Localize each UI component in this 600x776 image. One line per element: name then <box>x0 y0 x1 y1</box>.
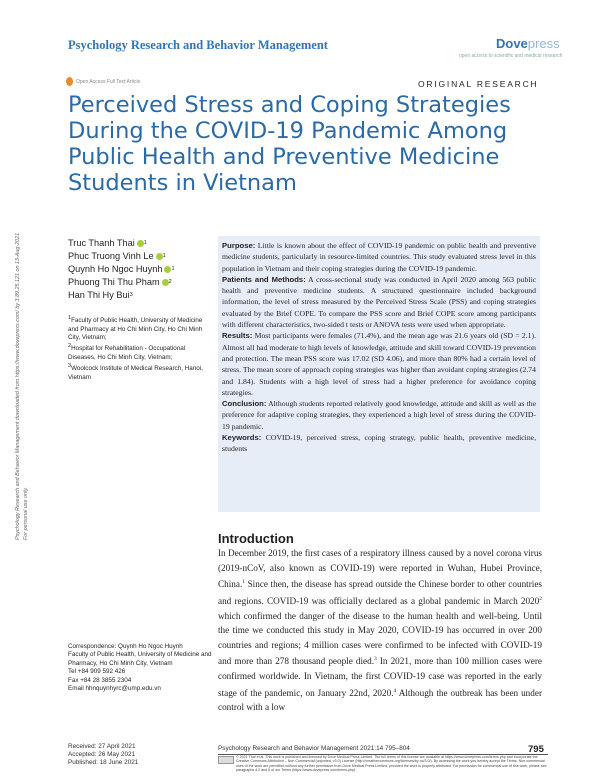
intro-text: In December 2019, the first cases of a respiratory illness caused by a novel corona virus (2019-nCoV, also known as COVID-19) were reported in Wuhan, Hubei Province, China. <box>218 548 542 590</box>
reference-link[interactable]: 1 <box>242 579 245 586</box>
affiliation-text: Faculty of Public Health, University of Medicine and Pharmacy at Ho Chi Minh City, Ho Chi Minh City, Vietnam; <box>68 317 203 341</box>
correspondence-name: Correspondence: Quynh Ho Ngoc Huynh <box>68 643 183 650</box>
affiliation <box>68 314 214 342</box>
introduction-body <box>218 546 542 715</box>
author-affil-sup: 1 <box>143 240 147 246</box>
affiliation-text: Hospital for Rehabilitation - Occupational Diseases, Ho Chi Minh City, Vietnam; <box>68 345 186 361</box>
correspondence-email[interactable]: Email hhnquynhyrc@ump.edu.vn <box>68 685 161 693</box>
date-published: Published: 18 June 2021 <box>68 759 139 767</box>
article-title: Perceived Stress and Coping Strategies During the COVID-19 Pandemic Among Public Health and Preventive Medicine Students in Vietnam <box>68 92 511 196</box>
abstract-keywords-text: COVID-19, perceived stress, coping strategy, public health, preventive medicine, students <box>222 433 536 454</box>
orcid-icon[interactable] <box>164 266 171 273</box>
article-dates <box>68 743 138 768</box>
abstract-box <box>218 236 540 512</box>
orcid-icon[interactable] <box>156 253 163 260</box>
author-name: Han Thi Hy Bui <box>68 290 130 300</box>
affiliation-sup: 2 <box>68 343 72 350</box>
abstract-purpose <box>222 240 536 274</box>
correspondence <box>68 643 216 693</box>
author <box>68 250 175 263</box>
author-affil-sup: 3 <box>129 292 133 298</box>
abstract-results <box>222 330 536 398</box>
author <box>68 276 175 289</box>
abstract-conclusion-text: Although students reported relatively good knowledge, attitude and skill as well as the preference for adaptive coping strategies, they experienced a high level of stress during the COVID-19 pandemic. <box>222 399 536 431</box>
reference-link[interactable]: 4 <box>393 687 397 694</box>
affiliations <box>68 314 214 382</box>
date-accepted: Accepted: 26 May 2021 <box>68 751 136 759</box>
open-access-label <box>66 77 140 86</box>
orcid-icon[interactable] <box>137 240 144 247</box>
abstract-methods-label: Patients and Methods: <box>222 274 306 284</box>
author-name: Phuong Thi Thu Pham <box>68 277 160 287</box>
intro-text: Since then, the disease has spread outside the Chinese border to other countries and regions. COVID-19 was officially declared as a global pandemic in March 2020 <box>218 579 542 606</box>
download-note-personal: For personal use only. <box>23 487 29 540</box>
author-name: Phuc Truong Vinh Le <box>68 251 154 261</box>
article-type: ORIGINAL RESEARCH <box>418 79 539 89</box>
author-affil-sup: 2 <box>168 279 172 285</box>
intro-text: which confirmed the danger of the disease to the human health and well-being. Until the time we conducted this study in May 2020, COVID-19 has occurred in over 200 countries and regions; 4 million cases were confirmed to be infected with COVID-19 and more than 278 thousand people died. <box>218 610 542 667</box>
page-number: 795 <box>528 744 544 755</box>
reference-link[interactable]: 3 <box>374 656 377 663</box>
publisher-logo[interactable] <box>496 36 560 51</box>
abstract-conclusion <box>222 398 536 432</box>
affiliation-sup: 3 <box>68 363 72 370</box>
download-note <box>2 120 44 540</box>
open-access-text: Open Access Full Text Article <box>76 78 141 85</box>
author <box>68 263 175 276</box>
abstract-conclusion-label: Conclusion: <box>222 399 267 409</box>
creative-commons-icon[interactable] <box>218 756 234 764</box>
abstract-results-label: Results: <box>222 331 253 341</box>
correspondence-address: Faculty of Public Health, University of Medicine and Pharmacy, Ho Chi Minh City, Vietnam <box>68 651 212 667</box>
intro-text: Although the outbreak has been under control with a low <box>218 687 543 713</box>
author-affil-sup: 1 <box>171 266 175 272</box>
correspondence-fax: Fax +84 28 3855 2304 <box>68 676 132 684</box>
affiliation-text: Woolcock Institute of Medical Research, Hanoi, Vietnam <box>68 365 203 381</box>
abstract-purpose-label: Purpose: <box>222 241 256 250</box>
open-access-lock-icon <box>66 77 73 86</box>
reference-link[interactable]: 2 <box>539 595 542 602</box>
author-name: Quynh Ho Ngoc Huynh <box>68 264 163 274</box>
author <box>68 289 175 302</box>
publisher-logo-main: Dove <box>496 36 528 51</box>
publisher-logo-accent: press <box>527 36 560 51</box>
author <box>68 237 175 250</box>
author-affil-sup: 1 <box>162 253 166 259</box>
abstract-results-text: Most participants were females (71.4%), and the mean age was 21.6 years old (SD = 2.1). Almost all had moderate to high levels of knowledge, attitude and skill toward COVID-19 prevention and protection. The mean PSS score was 17.02 (SD 4.06), and more than 80% had a certain level of stress. The mean score of approach coping strategies was higher than avoidant coping strategies (2.74 and 1.84). Students with a high level of stress had a higher preference for avoidance coping strategies. <box>222 331 536 397</box>
affiliation <box>68 362 214 382</box>
abstract-methods-text: A cross-sectional study was conducted in April 2020 among 563 public health and preventive medicine students. A structured questionnaire included background information, the level of stress measured by the Perceived Stress Scale (PSS) and coping strategies evaluated by the Brief COPE. To compare the PSS score and Brief COPE score among participants with different characteristics, two-sided t tests or ANOVA tests were used when appropriate. <box>222 274 537 330</box>
orcid-icon[interactable] <box>162 279 169 286</box>
introduction-heading: Introduction <box>218 531 294 546</box>
author-name: Truc Thanh Thai <box>68 238 135 248</box>
download-note-line: Psychology Research and Behavior Management downloaded from https://www.dovepress.com/ by 3.89.25.121 on 13-Aug-2021 <box>15 232 21 540</box>
affiliation <box>68 342 214 362</box>
license-text: © 2021 Thai et al. This work is published and licensed by Dove Medical Press Limited. The full terms of this license are available at https://www.dovepress.com/terms.php and incorporate the Creative Commons Attribution – Non Commercial (unported, v3.0) License (http://creativecommons.org/licenses/by-nc/3.0/). By accessing the work you hereby accept the Terms. Non-commercial uses of the work are permitted without any further permission from Dove Medical Press Limited, provided the work is properly attributed. For permission for commercial use of this work, please see paragraphs 4.2 and 5 of our Terms (https://www.dovepress.com/terms.php). <box>236 755 547 773</box>
affiliation-sup: 1 <box>68 315 72 321</box>
author-list <box>68 237 175 302</box>
abstract-methods <box>222 274 536 330</box>
date-received: Received: 27 April 2021 <box>68 743 136 750</box>
footer-citation: Psychology Research and Behavior Management 2021:14 795–804 <box>218 745 410 752</box>
abstract-purpose-text: Little is known about the effect of COVID-19 pandemic on public health and preventive medicine students, particularly in resource-limited countries. This study evaluated stress level in this population in Vietnam and their coping strategies during the COVID-19 pandemic. <box>222 241 537 273</box>
intro-text: In 2021, more than 100 million cases were confirmed worldwide. In Vietnam, the first COVID-19 case was reported in the early stage of the pandemic, on January 22nd, 2020. <box>218 656 542 698</box>
correspondence-tel: Tel +84 909 592 426 <box>68 668 126 676</box>
abstract-keywords-label: Keywords: <box>222 433 262 443</box>
journal-name[interactable]: Psychology Research and Behavior Management <box>68 38 328 52</box>
abstract-keywords <box>222 432 536 455</box>
publisher-tagline: open access to scientific and medical research <box>459 53 563 59</box>
